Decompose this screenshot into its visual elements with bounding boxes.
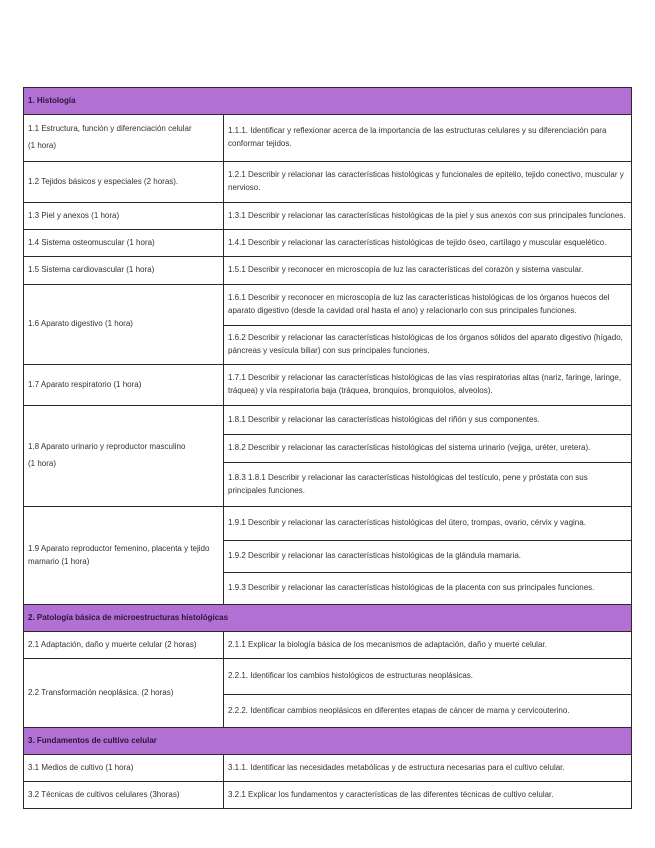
table-row <box>24 115 632 162</box>
section-header-row <box>24 88 632 115</box>
topic-text: 1.1 Estructura, función y diferenciación celular <box>28 124 192 134</box>
topic-cell: 1.4 Sistema osteomuscular (1 hora) <box>24 230 224 257</box>
objective-cell: 1.9.1 Describir y relacionar las características histológicas del útero, trompas, ovario, cérvix y vagina. <box>224 507 632 541</box>
topic-cell: 1.2 Tejidos básicos y especiales (2 horas). <box>24 162 224 203</box>
objective-cell: 2.2.1. Identificar los cambios histológicos de estructuras neoplásicas. <box>224 659 632 695</box>
section-title: 3. Fundamentos de cultivo celular <box>24 728 632 755</box>
topic-hours: (1 hora) <box>28 141 57 150</box>
objective-cell: 1.2.1 Describir y relacionar las características histológicas y funcionales de epitelio, tejido conectivo, muscular y nervioso. <box>224 162 632 203</box>
section-title: 1. Histología <box>24 88 632 115</box>
section-header-row <box>24 605 632 632</box>
objective-cell: 1.7.1 Describir y relacionar las características histológicas de las vías respiratorias altas (nariz, faringe, laringe, tráquea) y vía respiratoria baja (tráquea, bronquios, bronquiolos, alveolos). <box>224 365 632 406</box>
objective-cell: 3.2.1 Explicar los fundamentos y características de las diferentes técnicas de cultivo celular. <box>224 782 632 809</box>
objective-cell: 1.5.1 Describir y reconocer en microscopía de luz las características del corazón y sistema vascular. <box>224 257 632 285</box>
table-row <box>24 755 632 782</box>
table-row <box>24 632 632 659</box>
topic-cell: 3.1 Medios de cultivo (1 hora) <box>24 755 224 782</box>
table-row <box>24 365 632 406</box>
topic-cell: 1.6 Aparato digestivo (1 hora) <box>24 285 224 365</box>
objective-cell: 1.3.1 Describir y relacionar las características histológicas de la piel y sus anexos con sus principales funciones. <box>224 203 632 230</box>
table-row <box>24 257 632 285</box>
topic-text: 1.8 Aparato urinario y reproductor masculino <box>28 442 186 452</box>
topic-cell: 2.2 Transformación neoplásica. (2 horas) <box>24 659 224 728</box>
table-row <box>24 230 632 257</box>
section-title: 2. Patología básica de microestructuras histológicas <box>24 605 632 632</box>
topic-cell <box>24 115 224 162</box>
objective-cell: 2.2.2. Identificar cambios neoplásicos en diferentes etapas de cáncer de mama y cervicouterino. <box>224 695 632 728</box>
section-header-row <box>24 728 632 755</box>
objective-cell: 1.8.1 Describir y relacionar las características histológicas del riñón y sus componentes. <box>224 406 632 435</box>
objective-cell: 1.1.1. Identificar y reflexionar acerca de la importancia de las estructuras celulares y su diferenciación para conformar tejidos. <box>224 115 632 162</box>
table-row <box>24 782 632 809</box>
topic-cell: 1.7 Aparato respiratorio (1 hora) <box>24 365 224 406</box>
table-row <box>24 507 632 541</box>
objective-cell: 2.1.1 Explicar la biología básica de los mecanismos de adaptación, daño y muerte celular. <box>224 632 632 659</box>
topic-cell: 1.5 Sistema cardiovascular (1 hora) <box>24 257 224 285</box>
table-row <box>24 285 632 326</box>
topic-cell: 2.1 Adaptación, daño y muerte celular (2 horas) <box>24 632 224 659</box>
topic-cell <box>24 406 224 507</box>
objective-cell: 1.8.2 Describir y relacionar las características histológicas del sistema urinario (vejiga, uréter, uretera). <box>224 435 632 463</box>
topic-cell: 1.9 Aparato reproductor femenino, placenta y tejido mamario (1 hora) <box>24 507 224 605</box>
objective-cell: 3.1.1. Identificar las necesidades metabólicas y de estructura necesarias para el cultivo celular. <box>224 755 632 782</box>
objective-cell: 1.8.3 1.8.1 Describir y relacionar las características histológicas del testículo, pene y próstata con sus principales funciones. <box>224 463 632 507</box>
topic-cell: 3.2 Técnicas de cultivos celulares (3horas) <box>24 782 224 809</box>
objective-cell: 1.9.2 Describir y relacionar las características histológicas de la glándula mamaria. <box>224 541 632 573</box>
table-row <box>24 203 632 230</box>
objective-cell: 1.6.1 Describir y reconocer en microscopía de luz las características histológicas de los órganos huecos del aparato digestivo (desde la cavidad oral hasta el ano) y relacionarlo con sus principales funciones. <box>224 285 632 326</box>
topic-hours: (1 hora) <box>28 459 57 468</box>
table-row <box>24 162 632 203</box>
objective-cell: 1.9.3 Describir y relacionar las características histológicas de la placenta con sus principales funciones. <box>224 573 632 605</box>
table-row <box>24 406 632 435</box>
syllabus-table <box>23 87 632 809</box>
objective-cell: 1.6.2 Describir y relacionar las características histológicas de los órganos sólidos del aparato digestivo (hígado, páncreas y vesícula biliar) con sus principales funciones. <box>224 326 632 365</box>
table-row <box>24 659 632 695</box>
objective-cell: 1.4.1 Describir y relacionar las características histológicas de tejido óseo, cartílago y muscular esquelético. <box>224 230 632 257</box>
topic-cell: 1.3 Piel y anexos (1 hora) <box>24 203 224 230</box>
